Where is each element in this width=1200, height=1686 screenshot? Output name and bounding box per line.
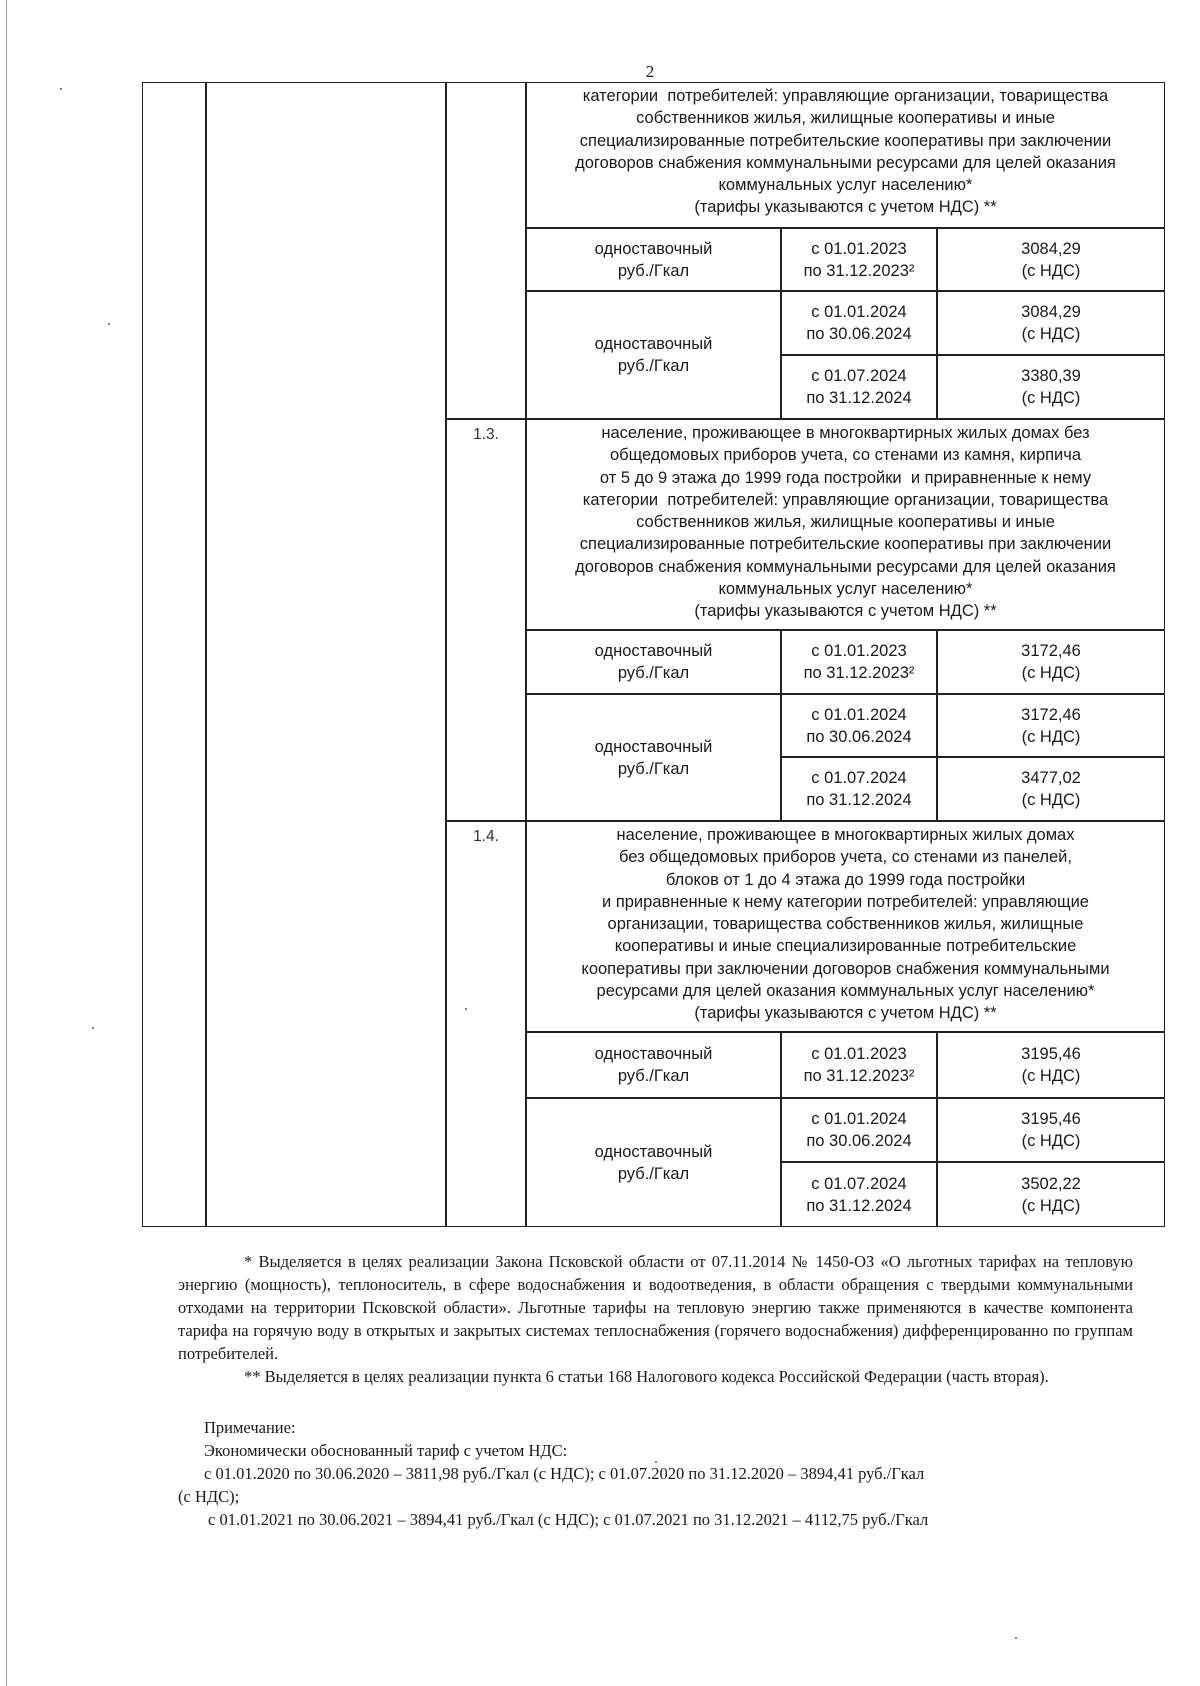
note-line-2021: с 01.01.2021 по 30.06.2021 – 3894,41 руб./Гкал (с НДС); с 01.07.2021 по 31.12.2021 – 4112,75 руб./Гкал xyxy=(208,1510,929,1529)
tariff-type-cell: одноставочный руб./Гкал xyxy=(526,228,781,291)
tariff-value-cell: 3380,39 (с НДС) xyxy=(937,355,1165,419)
table-col-organization xyxy=(206,82,446,1227)
tariff-value-cell: 3477,02 (с НДС) xyxy=(937,757,1165,821)
tariff-value-cell: 3172,46 (с НДС) xyxy=(937,630,1165,694)
note-line-2020-cont: (с НДС); xyxy=(178,1487,240,1506)
tariff-period-cell: с 01.01.2024 по 30.06.2024 xyxy=(781,694,937,757)
tariff-type-cell: одноставочный руб./Гкал xyxy=(526,1098,781,1227)
tariff-period-cell: с 01.01.2023 по 31.12.2023² xyxy=(781,1032,937,1098)
row-1-2-description: категории потребителей: управляющие организации, товарищества собственников жилья, жилищные кооперативы и иные специализированные потребительские кооперативы при заключении договоров снабжения коммунальными ресурсами для целей оказания коммунальных услуг населению* (тарифы указываются с учетом НДС) ** xyxy=(526,82,1165,228)
tariff-period-cell: с 01.07.2024 по 31.12.2024 xyxy=(781,355,937,419)
scan-speck xyxy=(655,1461,657,1463)
tariff-period-cell: с 01.01.2023 по 31.12.2023² xyxy=(781,630,937,694)
row-number-1-3: 1.3. xyxy=(446,419,526,821)
page-number: 2 xyxy=(645,62,655,81)
scan-speck xyxy=(1015,1637,1017,1639)
scan-speck xyxy=(92,1027,94,1029)
scan-speck xyxy=(108,323,110,325)
tariff-value-cell: 3084,29 (с НДС) xyxy=(937,228,1165,291)
tariff-type-cell: одноставочный руб./Гкал xyxy=(526,694,781,821)
tariff-value-cell: 3172,46 (с НДС) xyxy=(937,694,1165,757)
tariff-value-cell: 3195,46 (с НДС) xyxy=(937,1032,1165,1098)
note-heading: Примечание: xyxy=(204,1418,296,1437)
tariff-type-cell: одноставочный руб./Гкал xyxy=(526,291,781,419)
footnotes xyxy=(178,1250,1133,1531)
tariff-value-cell: 3195,46 (с НДС) xyxy=(937,1098,1165,1162)
scan-edge-line xyxy=(6,0,7,1686)
tariff-type-cell: одноставочный руб./Гкал xyxy=(526,1032,781,1098)
tariff-type-cell: одноставочный руб./Гкал xyxy=(526,630,781,694)
tariff-table xyxy=(143,83,1166,1228)
row-1-3-description: население, проживающее в многоквартирных жилых домах без общедомовых приборов учета, со стенами из камня, кирпича от 5 до 9 этажа до 1999 года постройки и приравненные к нему категории потребителей: управляющие организации, товарищества собственников жилья, жилищные кооперативы и иные специализированные потребительские кооперативы при заключении договоров снабжения коммунальными ресурсами для целей оказания коммунальных услуг населению* (тарифы указываются с учетом НДС) ** xyxy=(526,419,1165,630)
scan-speck xyxy=(465,1008,467,1010)
note-block xyxy=(178,1416,1133,1531)
row-number-cell xyxy=(446,82,526,419)
footnote-double-star: ** Выделяется в целях реализации пункта 6 статьи 168 Налогового кодекса Российской Федерации (часть вторая). xyxy=(244,1367,1049,1386)
tariff-value-cell: 3084,29 (с НДС) xyxy=(937,291,1165,355)
tariff-period-cell: с 01.07.2024 по 31.12.2024 xyxy=(781,1162,937,1227)
note-subheading: Экономически обоснованный тариф с учетом НДС: xyxy=(204,1441,568,1460)
table-col-index xyxy=(142,82,206,1227)
tariff-period-cell: с 01.07.2024 по 31.12.2024 xyxy=(781,757,937,821)
row-1-4-description: население, проживающее в многоквартирных жилых домах без общедомовых приборов учета, со стенами из панелей, блоков от 1 до 4 этажа до 1999 года постройки и приравненные к нему категории потребителей: управляющие организации, товарищества собственников жилья, жилищные кооперативы и иные специализированные потребительские кооперативы при заключении договоров снабжения коммунальными ресурсами для целей оказания коммунальных услуг населению* (тарифы указываются с учетом НДС) ** xyxy=(526,821,1165,1032)
tariff-value-cell: 3502,22 (с НДС) xyxy=(937,1162,1165,1227)
note-line-2020: с 01.01.2020 по 30.06.2020 – 3811,98 руб./Гкал (с НДС); с 01.07.2020 по 31.12.2020 – 3894,41 руб./Гкал xyxy=(204,1464,925,1483)
tariff-period-cell: с 01.01.2023 по 31.12.2023² xyxy=(781,228,937,291)
tariff-period-cell: с 01.01.2024 по 30.06.2024 xyxy=(781,291,937,355)
scan-speck xyxy=(60,88,62,90)
footnote-star: * Выделяется в целях реализации Закона Псковской области от 07.11.2014 № 1450-ОЗ «О льготных тарифах на тепловую энергию (мощность), теплоноситель, в сфере водоснабжения и водоотведения, в области обращения с твердыми коммунальными отходами на территории Псковской области». Льготные тарифы на тепловую энергию также применяются в качестве компонента тарифа на горячую воду в открытых и закрытых системах теплоснабжения (горячего водоснабжения) дифференцированно по группам потребителей. xyxy=(178,1252,1133,1363)
tariff-period-cell: с 01.01.2024 по 30.06.2024 xyxy=(781,1098,937,1162)
row-number-1-4: 1.4. xyxy=(446,821,526,1227)
